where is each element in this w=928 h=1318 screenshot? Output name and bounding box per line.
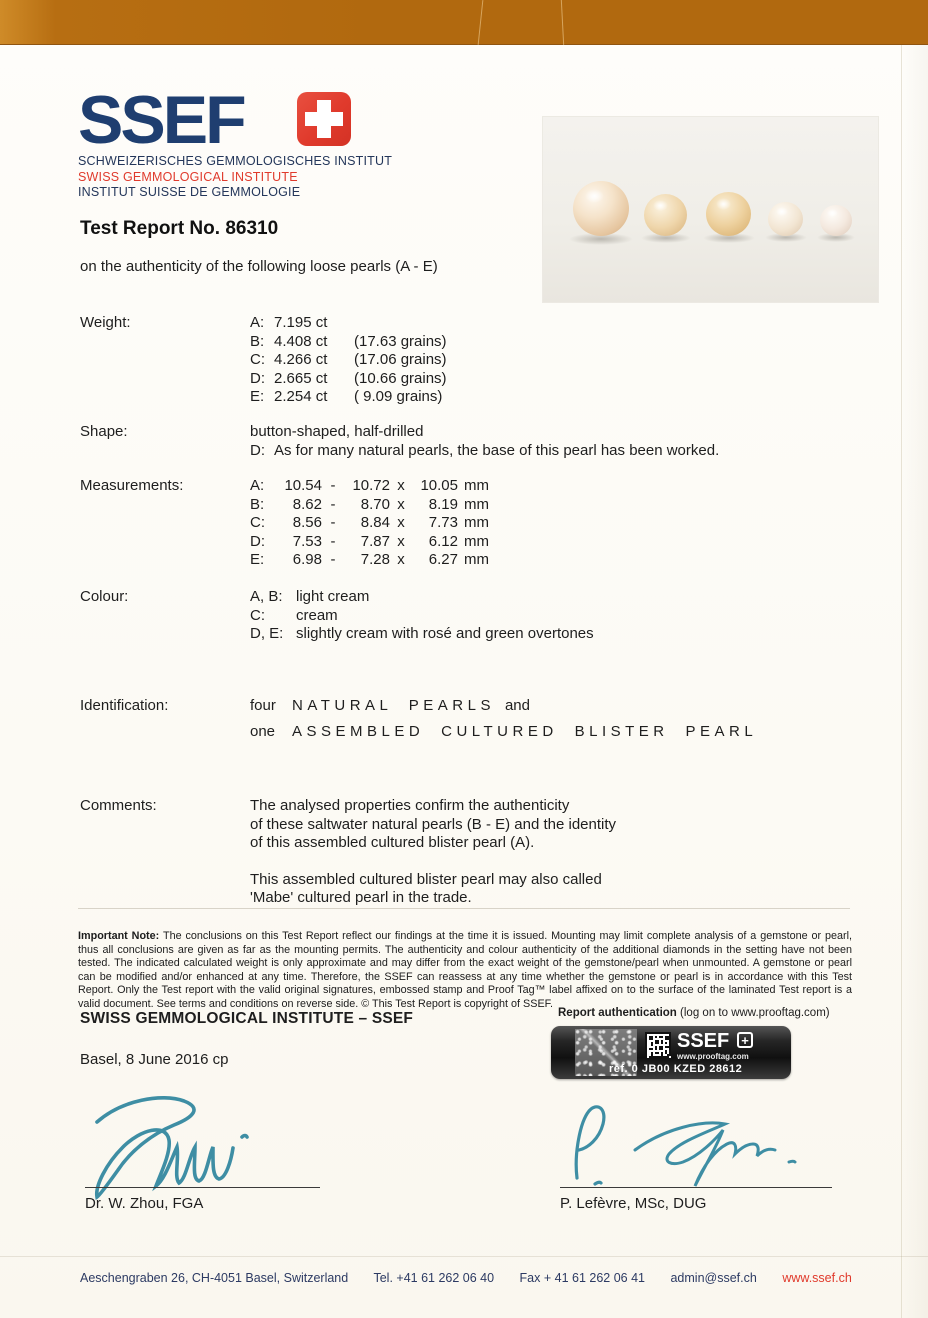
comments-label: Comments: bbox=[80, 797, 157, 814]
comments-paragraph2: This assembled cultured blister pearl may also called 'Mabe' cultured pearl in the trade. bbox=[250, 870, 602, 907]
colour-values bbox=[250, 588, 594, 644]
measurements-values bbox=[250, 477, 489, 570]
measurement-row: C: 8.56 - 8.84 x 7.73 mm bbox=[250, 514, 489, 532]
footer-contact-line bbox=[80, 1271, 880, 1285]
colour-label: Colour: bbox=[80, 588, 129, 605]
prooftag-url: www.prooftag.com bbox=[677, 1052, 749, 1061]
shape-values bbox=[250, 423, 719, 460]
prooftag-ref-number: ref. 0 JB00 KZED 28612 bbox=[609, 1063, 743, 1075]
signatory-left-name: Dr. W. Zhou, FGA bbox=[85, 1195, 204, 1212]
colour-row: A, B: light cream bbox=[250, 588, 370, 605]
measurement-row: B: 8.62 - 8.70 x 8.19 mm bbox=[250, 495, 489, 513]
footer-email: admin@ssef.ch bbox=[670, 1271, 757, 1285]
prooftag-security-label bbox=[551, 1026, 791, 1079]
swiss-cross-icon bbox=[297, 92, 351, 146]
weight-row: A: 7.195 ct bbox=[250, 314, 328, 331]
signature-line-left bbox=[85, 1187, 320, 1188]
top-orange-band bbox=[0, 0, 928, 45]
weight-row: C: 4.266 ct (17.06 grains) bbox=[250, 351, 447, 369]
pearls-photo bbox=[543, 117, 878, 302]
important-note-label: Important Note: bbox=[78, 930, 160, 942]
comments-values bbox=[250, 797, 616, 926]
prooftag-cross-icon: + bbox=[737, 1032, 753, 1048]
colour-row: C: cream bbox=[250, 606, 338, 624]
prooftag-ssef-wordmark: SSEF bbox=[677, 1030, 730, 1052]
identification-line1: four NATURAL PEARLS and bbox=[250, 697, 530, 714]
footer-separator bbox=[0, 1256, 928, 1257]
signatory-right-name: P. Lefèvre, MSc, DUG bbox=[560, 1195, 707, 1212]
weight-row: B: 4.408 ct (17.63 grains) bbox=[250, 332, 447, 350]
shape-line1: button-shaped, half-drilled bbox=[250, 423, 424, 440]
shape-line2: D: As for many natural pearls, the base of this pearl has been worked. bbox=[250, 441, 720, 459]
place-date-line: Basel, 8 June 2016 cp bbox=[80, 1051, 229, 1068]
shape-label: Shape: bbox=[80, 423, 128, 440]
signature-line-right bbox=[560, 1187, 832, 1188]
weight-label: Weight: bbox=[80, 314, 131, 331]
important-note bbox=[78, 930, 852, 1012]
important-note-text: The conclusions on this Test Report reflect our findings at the time it is issued. Mounting may limit complete analysis of a gemstone or pearl, thus all conclusions are given as far as the mounting permits. The authenticity and colour authenticity of the additional diamonds in the setting have not been tested. The indicated calculated weight is only approximate and may differ from the exact weight of the gemstone/pearl when unmounted. A gemstone or pearl can be modified and/or enhanced at any time. Therefore, the SSEF can reassess at any time whether the gemstone or pearl is in accordance with this Test Report. Only the Test report with the valid original signatures, embossed stamp and Proof Tag™ label affixed on to the surface of the laminated Test report is a valid document. See terms and conditions on reverse side. © This Test Report is copyright of SSEF. bbox=[78, 930, 852, 1010]
weight-row: E: 2.254 ct ( 9.09 grains) bbox=[250, 388, 443, 406]
measurement-row: D: 7.53 - 7.87 x 6.12 mm bbox=[250, 532, 489, 550]
comments-paragraph1: The analysed properties confirm the authenticity of these saltwater natural pearls (B - E) and the identity of this assembled cultured blister pearl (A). bbox=[250, 797, 617, 852]
note-separator bbox=[78, 908, 850, 909]
colour-row: D, E: slightly cream with rosé and green overtones bbox=[250, 625, 594, 643]
logo-line-english: SWISS GEMMOLOGICAL INSTITUTE bbox=[78, 169, 298, 184]
pearl-b bbox=[644, 194, 687, 236]
pearl-e bbox=[820, 205, 852, 236]
measurements-label: Measurements: bbox=[80, 477, 184, 494]
weight-values bbox=[250, 314, 447, 407]
datamatrix-icon bbox=[645, 1032, 671, 1058]
scan-crack bbox=[478, 0, 484, 45]
logo-line-german: SCHWEIZERISCHES GEMMOLOGISCHES INSTITUT bbox=[78, 154, 393, 168]
closing-institute: SWISS GEMMOLOGICAL INSTITUTE – SSEF bbox=[80, 1010, 414, 1027]
report-subtitle: on the authenticity of the following loose pearls (A - E) bbox=[80, 258, 438, 275]
measurement-row: E: 6.98 - 7.28 x 6.27 mm bbox=[250, 551, 489, 569]
identification-values bbox=[250, 697, 757, 749]
signature-zhou bbox=[82, 1090, 282, 1202]
pearl-d bbox=[768, 202, 803, 236]
page-edge-line bbox=[901, 45, 902, 1318]
logo-line-french: INSTITUT SUISSE DE GEMMOLOGIE bbox=[78, 185, 301, 199]
pearl-c bbox=[706, 192, 751, 236]
signature-lefevre bbox=[555, 1098, 805, 1194]
ssef-wordmark: SSEF bbox=[78, 82, 244, 158]
scan-crack bbox=[561, 0, 564, 45]
footer-website: www.ssef.ch bbox=[782, 1271, 852, 1285]
measurement-row: A: 10.54 - 10.72 x 10.05 mm bbox=[250, 477, 489, 494]
identification-line2: one ASSEMBLED CULTURED BLISTER PEARL bbox=[250, 723, 758, 741]
page-edge-shade bbox=[902, 45, 928, 1318]
pearl-a bbox=[573, 181, 629, 236]
identification-label: Identification: bbox=[80, 697, 169, 714]
footer-tel: Tel. +41 61 262 06 40 bbox=[373, 1271, 495, 1285]
weight-row: D: 2.665 ct (10.66 grains) bbox=[250, 369, 447, 387]
footer-fax: Fax + 41 61 262 06 41 bbox=[519, 1271, 645, 1285]
ssef-logo bbox=[78, 82, 393, 201]
report-title: Test Report No. 86310 bbox=[80, 218, 279, 239]
footer-address: Aeschengraben 26, CH-4051 Basel, Switzerland bbox=[80, 1271, 349, 1285]
report-authentication-caption: Report authentication (log on to www.prooftag.com) bbox=[558, 1007, 830, 1019]
